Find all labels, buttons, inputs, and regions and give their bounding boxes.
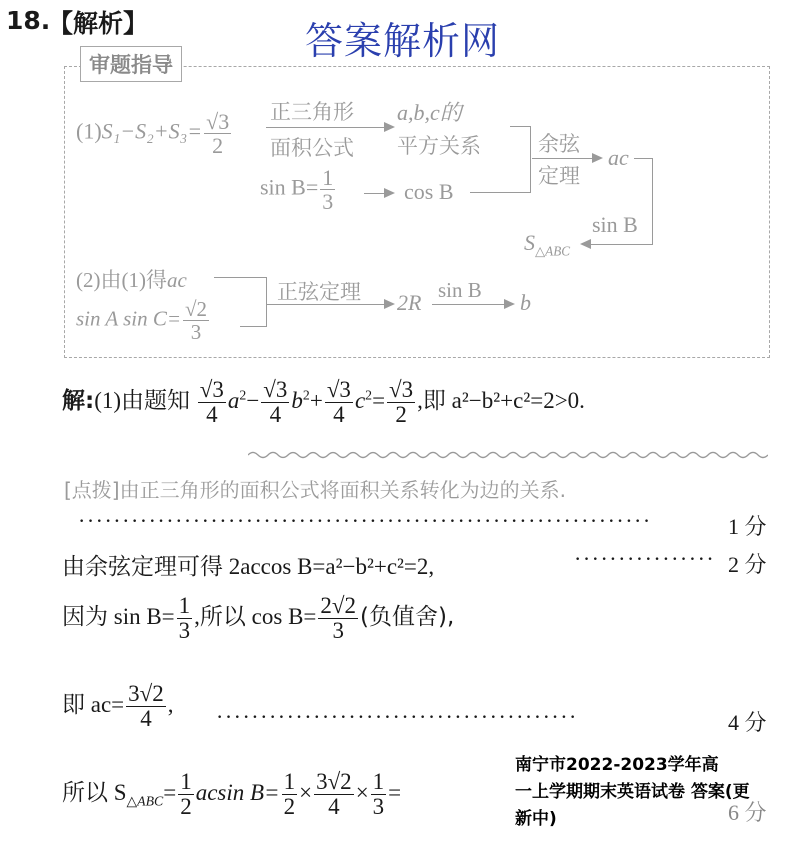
sol-frac-b-den: 4 bbox=[269, 402, 282, 428]
leader-dots-1: ································································· bbox=[78, 508, 652, 533]
guide-b: b bbox=[520, 290, 531, 315]
sinB-arrow-line bbox=[364, 193, 386, 194]
sabc-arrow-line bbox=[590, 244, 653, 245]
guide-p2 bbox=[76, 264, 187, 294]
sol-frac-b bbox=[261, 378, 289, 427]
line4-den: 4 bbox=[140, 706, 152, 732]
overlay-line-2: 一上学期期末英语试卷 答案(更 bbox=[515, 782, 750, 802]
step1-prefix: (1)由题知 bbox=[94, 387, 191, 413]
guide-p1-prefix: (1) bbox=[76, 118, 102, 144]
guide-2R: 2R bbox=[397, 290, 422, 315]
guide-frac-1-3 bbox=[320, 166, 335, 213]
guide-sinAsinC bbox=[76, 298, 211, 343]
hint-text: [点拨]由正三角形的面积公式将面积关系转化为边的关系. bbox=[64, 478, 566, 502]
solution-line-4: 即 ac= $\frac{3√2}{4}$ , bbox=[62, 681, 174, 732]
cosine-arrow-head bbox=[592, 153, 603, 163]
guide-p1-formula: S₁−S₂+S₃= bbox=[101, 118, 203, 144]
frac-num-1: 1 bbox=[322, 165, 334, 190]
arrow1-bottom-label: 面积公式 bbox=[270, 136, 354, 160]
cosine-arrow-line bbox=[532, 158, 592, 159]
line5-frac-1-3 bbox=[371, 770, 387, 819]
line3-den-3b: 3 bbox=[332, 618, 344, 644]
leader-dots-4: ········································· bbox=[216, 704, 578, 729]
b-arrow-head bbox=[504, 299, 515, 309]
p2-prefix: (2)由(1)得 bbox=[76, 268, 167, 292]
line3-prefix: 因为 sin B= bbox=[62, 603, 175, 629]
p2-top-line bbox=[214, 277, 266, 278]
score-6: 6 分 bbox=[728, 800, 767, 825]
sol-frac-a bbox=[198, 378, 226, 427]
guide-square-relation: 平方关系 bbox=[397, 134, 481, 158]
score-1: 1 分 bbox=[728, 514, 767, 539]
guide-frac-sqrt3-2 bbox=[204, 110, 231, 157]
p2-vertical bbox=[266, 277, 267, 327]
sol-frac-a-den: 4 bbox=[206, 402, 218, 428]
sol-frac-d bbox=[387, 378, 415, 427]
line3-num-1: 1 bbox=[178, 593, 191, 618]
line3-suffix: (负值舍), bbox=[360, 603, 455, 630]
line5-mid: acsin B= bbox=[195, 779, 280, 805]
p2-ac: ac bbox=[166, 268, 187, 292]
question-number: 18. bbox=[6, 6, 51, 35]
arrow1-line bbox=[266, 127, 384, 128]
guide-sabc bbox=[524, 230, 570, 259]
step1-tail: ,即 a²−b²+c²=2>0. bbox=[417, 387, 585, 413]
line5-num-1: 1 bbox=[180, 769, 192, 794]
sinB-arrow-head bbox=[384, 188, 395, 198]
line5-num-1c: 1 bbox=[372, 769, 385, 794]
guide-abc-label: a,b,c的 bbox=[397, 100, 462, 125]
arrow1-top-label: 正三角形 bbox=[270, 100, 354, 124]
line5-den-4: 4 bbox=[328, 794, 340, 820]
score-4: 4 分 bbox=[728, 710, 767, 735]
ac-right-line bbox=[634, 158, 652, 159]
line5-frac-1-2b bbox=[282, 770, 298, 819]
frac-den-3: 3 bbox=[322, 189, 334, 215]
line5-den-2b: 2 bbox=[283, 794, 296, 820]
solution-line-5: 所以 $S_{\triangle ABC}=$ $\frac{1}{2}$ acsin B= $\frac{1}{2}$ × $\frac{3√2}{4}$ × $\frac{1}{3}$ = bbox=[62, 769, 402, 820]
line5-frac-3sqrt2-4 bbox=[314, 770, 354, 819]
line4-frac bbox=[126, 682, 166, 731]
sabc-sub: △ABC bbox=[535, 243, 571, 259]
line5-prefix: 所以 S bbox=[62, 779, 127, 805]
arrow1-head bbox=[384, 122, 395, 132]
line4-prefix: 即 ac= bbox=[62, 691, 125, 717]
guide-ac: ac bbox=[608, 145, 629, 170]
bracket-bottom bbox=[470, 192, 531, 193]
times-2: × bbox=[355, 779, 369, 805]
line3-mid: ,所以 cos B= bbox=[194, 603, 317, 629]
frac-den-3b: 3 bbox=[190, 320, 202, 345]
line3-frac-2sqrt2-3 bbox=[318, 594, 358, 643]
sinB-arrow2-label: sin B bbox=[438, 278, 482, 302]
line5-num-1b: 1 bbox=[283, 769, 296, 794]
line3-den-3: 3 bbox=[178, 618, 191, 644]
sine-arrow-head bbox=[384, 299, 395, 309]
sinAsinC-text: sin A sin C= bbox=[76, 306, 182, 331]
b-arrow-line bbox=[432, 304, 504, 305]
solution-line-3 bbox=[62, 594, 454, 643]
sabc-letter: S bbox=[524, 230, 535, 255]
leader-dots-2: ················ bbox=[574, 546, 716, 571]
sol-frac-d-den: 2 bbox=[395, 402, 407, 428]
sabc-arrow-head bbox=[580, 239, 591, 249]
score-2: 2 分 bbox=[728, 552, 767, 577]
line5-frac-1-2 bbox=[178, 770, 194, 819]
overlay-caption bbox=[515, 752, 805, 833]
line4-num: 3√2 bbox=[128, 681, 164, 706]
p2-bottom-line bbox=[240, 326, 266, 327]
bracket-vertical bbox=[530, 126, 531, 192]
sine-arrow-line bbox=[266, 304, 386, 305]
ac-down-line bbox=[652, 158, 653, 244]
guide-frac-num: √3 bbox=[206, 109, 230, 134]
sol-frac-b-num: √3 bbox=[263, 377, 288, 402]
eq-sign: = bbox=[388, 779, 402, 805]
bracket-top bbox=[510, 126, 530, 127]
guide-cosB: cos B bbox=[404, 179, 454, 204]
times-1: × bbox=[299, 779, 313, 805]
sine-rule-label: 正弦定理 bbox=[277, 280, 361, 304]
sol-frac-d-num: √3 bbox=[389, 377, 414, 402]
section-title: 【解析】 bbox=[48, 9, 149, 38]
line5-den-2: 2 bbox=[180, 794, 192, 820]
cosine-top-label: 余弦 bbox=[538, 132, 580, 156]
line5-num-3sqrt2: 3√2 bbox=[316, 769, 352, 794]
overlay-line-3: 新中) bbox=[515, 809, 557, 829]
frac-num-sqrt2: √2 bbox=[185, 297, 208, 321]
sinB-eq: sin B= bbox=[260, 174, 319, 200]
guide-title: 审题指导 bbox=[80, 46, 182, 82]
solution-line-1: 解:(1)由题知 $\frac{√3}{4}$ $a^2-$ $\frac{√3}{4}$ $b^2+$ $\frac{√3}{4}$ $c^2=$ $\frac{√3}{2}$ ,即 a²−b²+c²=2>0. bbox=[62, 377, 585, 428]
wavy-underline bbox=[248, 450, 768, 460]
cosine-bottom-label: 定理 bbox=[538, 164, 580, 188]
line3-num-2sqrt2: 2√2 bbox=[320, 593, 357, 618]
guide-p1 bbox=[76, 110, 233, 157]
line3-frac-1-3 bbox=[177, 594, 193, 643]
sol-frac-c-num: √3 bbox=[326, 377, 351, 402]
line5-sub: △ABC bbox=[126, 793, 164, 809]
sinB-side-label: sin B bbox=[592, 212, 638, 237]
solution-line-2: 由余弦定理可得 2accos B=a²−b²+c²=2, bbox=[62, 554, 435, 579]
guide-frac-sqrt2-3 bbox=[183, 298, 209, 343]
sol-frac-a-num: √3 bbox=[199, 377, 224, 402]
overlay-line-1: 南宁市2022-2023学年高 bbox=[515, 755, 719, 775]
solution-label: 解: bbox=[62, 387, 95, 414]
guide-frac-den: 2 bbox=[212, 133, 224, 159]
sol-frac-c-den: 4 bbox=[333, 402, 345, 428]
watermark-text: 答案解析网 bbox=[305, 21, 501, 63]
sol-frac-c bbox=[325, 378, 353, 427]
line5-den-3: 3 bbox=[372, 794, 385, 820]
guide-sinB bbox=[260, 166, 337, 213]
